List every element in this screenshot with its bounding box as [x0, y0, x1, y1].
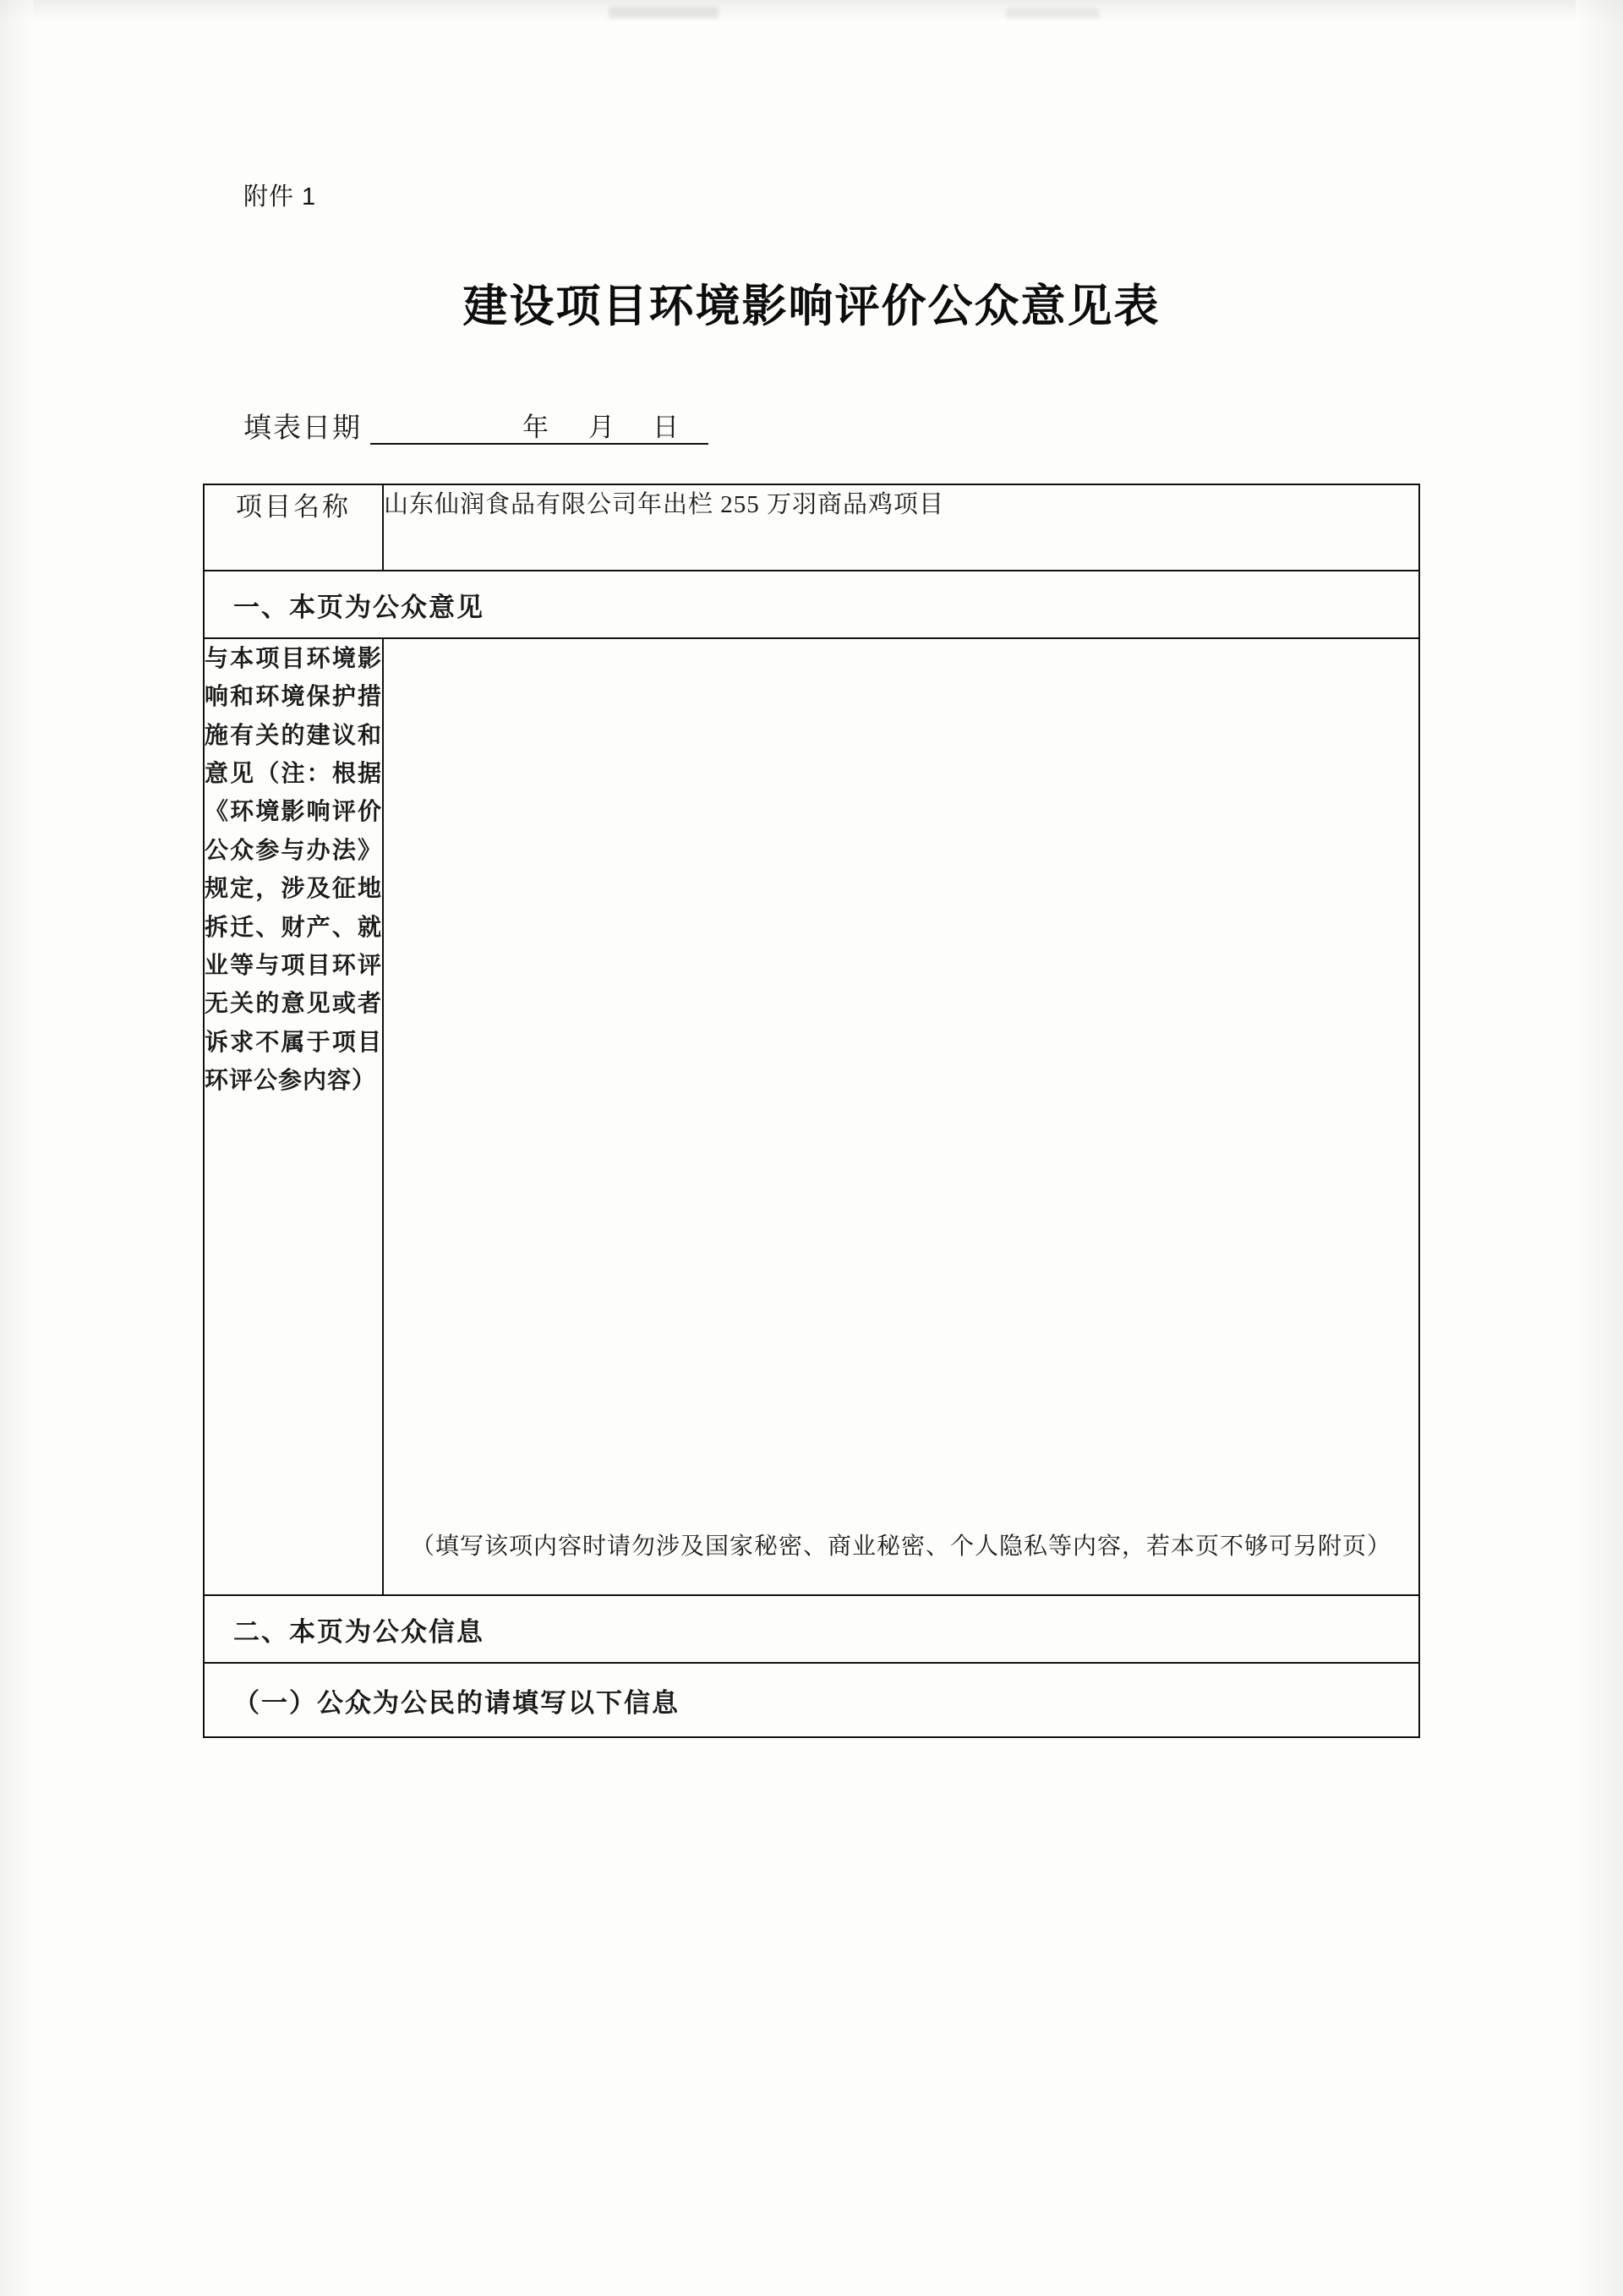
opinion-input-value[interactable]: [384, 639, 1418, 670]
table-row-section-one: [204, 571, 1419, 638]
table-row-section-two: [204, 1595, 1419, 1663]
table-row-opinion: [204, 638, 1419, 1595]
subsection-heading-citizen-info: （一）公众为公民的请填写以下信息: [204, 1663, 1419, 1737]
fill-date-year-unit: 年: [522, 413, 550, 442]
scan-artifact: [609, 7, 719, 19]
opinion-input-area[interactable]: [383, 638, 1419, 1595]
page-title: 建设项目环境影响评价公众意见表: [462, 282, 1161, 331]
section-heading-public-opinion: 一、本页为公众意见: [204, 571, 1419, 638]
table-row-project-name: [204, 484, 1419, 571]
opinion-field-label: 与本项目环境影响和环境保护措施有关的建议和意见（注：根据《环境影响评价公众参与办法》规定，涉及征地拆迁、财产、就业等与项目环评无关的意见或者诉求不属于项目环评公参内容）: [204, 638, 383, 1595]
fill-date-row: [243, 406, 784, 451]
project-name-value: 山东仙润食品有限公司年出栏 255 万羽商品鸡项目: [383, 484, 1419, 571]
attachment-label: 附件 1: [243, 183, 317, 210]
fill-date-label: 填表日期: [243, 413, 362, 444]
section-heading-public-info: 二、本页为公众信息: [204, 1595, 1419, 1663]
scan-artifact: [1006, 8, 1099, 19]
table-row-subsection-one: [204, 1663, 1419, 1737]
fill-date-month-unit: 月: [588, 413, 616, 442]
page-edge-shadow-right: [1576, 0, 1623, 2296]
page-edge-shadow-top: [0, 0, 1623, 22]
fill-date-day-unit: 日: [653, 413, 680, 442]
opinion-privacy-note: （填写该项内容时请勿涉及国家秘密、商业秘密、个人隐私等内容，若本页不够可另附页）: [411, 1533, 1392, 1560]
project-name-label: 项目名称: [204, 484, 383, 571]
public-opinion-form: [203, 484, 1420, 1738]
page-edge-shadow-left: [0, 0, 34, 2296]
